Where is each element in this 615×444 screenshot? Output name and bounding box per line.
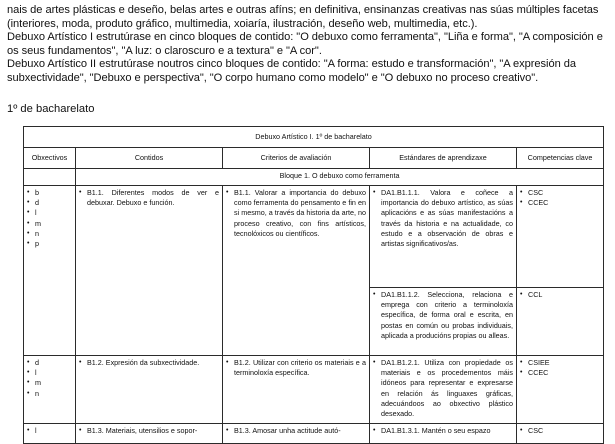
standard-cell <box>370 424 517 444</box>
objective-item: • p <box>27 239 72 249</box>
competence-item: • CCEC <box>520 368 600 378</box>
intro-paragraph-3: Debuxo Artístico II estrutúrase noutros cinco bloques de contido: "A forma: estudo e transformación", "A expresión da subxectividade", "Debuxo e perspectiva", "O corpo humano como modelo" e "O debuxo no proceso creativo". <box>7 58 576 84</box>
objective-item: • n <box>27 389 72 399</box>
objective-item: • d <box>27 358 72 368</box>
objective-item: • l <box>27 426 72 436</box>
content-cell <box>76 186 223 356</box>
competence-item: • CCEC <box>520 198 600 208</box>
standard-cell <box>370 356 517 424</box>
standard-item: • DA1.B1.2.1. Utiliza con propiedade os materiais e os procedementos máis idóneos para representar e expresarse en relación ás linguaxes gráficas, adecuándoos ao obxectivo plástico desexado. <box>373 358 513 419</box>
criterion-cell <box>223 186 370 356</box>
table-row <box>24 186 604 288</box>
content-cell <box>76 424 223 444</box>
header-criteria: Criterios de avaliación <box>223 148 370 169</box>
objectives-list <box>27 358 72 399</box>
block-title: Bloque 1. O debuxo como ferramenta <box>76 169 604 186</box>
competences-cell <box>517 424 604 444</box>
curriculum-table <box>23 126 604 444</box>
objectives-list <box>27 426 72 436</box>
header-standards: Estándares de aprendizaxe <box>370 148 517 169</box>
objective-item: • d <box>27 198 72 208</box>
objective-item: • m <box>27 378 72 388</box>
objective-item: • l <box>27 368 72 378</box>
block-spacer-cell <box>24 169 76 186</box>
objective-item: • l <box>27 208 72 218</box>
criterion-cell <box>223 356 370 424</box>
standard-item: • DA1.B1.3.1. Mantén o seu espazo <box>373 426 513 436</box>
competence-item: • CSC <box>520 188 600 198</box>
criterion-item: • B1.3. Amosar unha actitude autó- <box>226 426 366 436</box>
header-objectives: Obxectivos <box>24 148 76 169</box>
objectives-cell <box>24 356 76 424</box>
intro-text <box>7 4 609 86</box>
table-row <box>24 424 604 444</box>
content-item: • B1.1. Diferentes modos de ver e debuxar. Debuxo e función. <box>79 188 219 208</box>
objectives-list <box>27 188 72 249</box>
objective-item: • b <box>27 188 72 198</box>
standard-item: • DA1.B1.1.1. Valora e coñece a importancia do debuxo artístico, as súas aplicacións e as súas manifestacións a través da historia e na actualidade, co estudo e a observación de obras e artistas significativos/as. <box>373 188 513 249</box>
table-title: Debuxo Artístico I. 1º de bacharelato <box>24 127 604 148</box>
header-competences: Competencias clave <box>517 148 604 169</box>
competence-item: • CSIEE <box>520 358 600 368</box>
competence-item: • CCL <box>520 290 600 300</box>
competence-item: • CSC <box>520 426 600 436</box>
objectives-cell <box>24 424 76 444</box>
competences-cell <box>517 186 604 288</box>
standard-cell <box>370 186 517 288</box>
content-item: • B1.2. Expresión da subxectividade. <box>79 358 219 368</box>
section-title: 1º de bacharelato <box>7 103 95 115</box>
objective-item: • n <box>27 229 72 239</box>
standard-cell <box>370 288 517 356</box>
criterion-item: • B1.2. Utilizar con criterio os materiais e a terminoloxía específica. <box>226 358 366 378</box>
competences-cell <box>517 356 604 424</box>
objectives-cell <box>24 186 76 356</box>
content-cell <box>76 356 223 424</box>
intro-paragraph-1: nais de artes plásticas e deseño, belas artes e outras afíns; en definitiva, ensinanzas creativas nas súas múltiples facetas (interiores, moda, produto gráfico, multimedia, xoiaría, ilustración, deseño web, multimedia, etc.). <box>7 4 599 30</box>
standard-item: • DA1.B1.1.2. Selecciona, relaciona e emprega con criterio a terminoloxía específica, de forma oral e escrita, en postas en común ou probas individuais, aplicada a producións propias ou alleas. <box>373 290 513 341</box>
criterion-cell <box>223 424 370 444</box>
table-row <box>24 356 604 424</box>
objective-item: • m <box>27 219 72 229</box>
content-item: • B1.3. Materiais, utensilios e sopor- <box>79 426 219 436</box>
competences-cell <box>517 288 604 356</box>
criterion-item: • B1.1. Valorar a importancia do debuxo como ferramenta do pensamento e fin en si mesmo, a través da historia da arte, no proceso creativo, con fins artísticos, tecnolóxicos ou científicos. <box>226 188 366 239</box>
header-contents: Contidos <box>76 148 223 169</box>
intro-paragraph-2: Debuxo Artístico I estrutúrase en cinco bloques de contido: "O debuxo como ferramenta", "Liña e forma", "A composición e os seus fundamentos", "A luz: o claroscuro e a textura" e "A cor". <box>7 31 603 57</box>
